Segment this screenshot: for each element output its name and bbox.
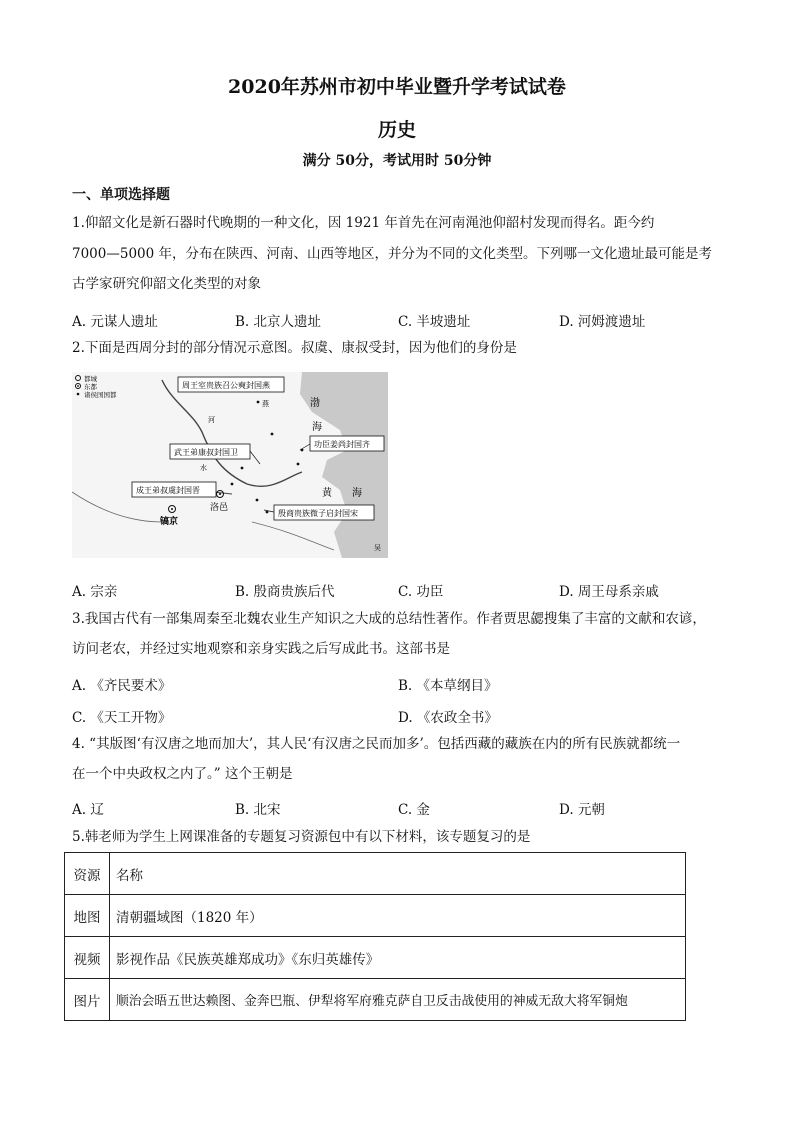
q3-option-c[interactable]: C. 《天工开物》: [72, 710, 172, 726]
western-zhou-map: [72, 372, 388, 558]
label-wei: 武王弟康叔封国卫: [174, 448, 238, 457]
q3-line2: 访问老农，并经过实地观察和亲身实践之后写成此书。这部书是: [72, 641, 450, 657]
label-song: 殷商贵族微子启封国宋: [278, 509, 358, 518]
exam-info: 满分 50分，考试用时 50分钟: [302, 153, 492, 169]
q1-option-a[interactable]: A. 元谋人遗址: [72, 314, 158, 330]
q1-line1: 1.仰韶文化是新石器时代晚期的一种文化，因 1921 年首先在河南渑池仰韶村发现而得名。距今约: [72, 215, 655, 231]
table-cell: 影视作品《民族英雄郑成功》《东归英雄传》: [110, 937, 686, 979]
q2-option-c[interactable]: C. 功臣: [398, 584, 444, 600]
sea-label-hai1: 海: [312, 422, 322, 433]
q1-line3: 古学家研究仰韶文化类型的对象: [72, 276, 261, 292]
label-jin: 成王弟叔虞封国晋: [136, 486, 200, 495]
table-cell: 顺治会晤五世达赖图、金奔巴瓶、伊犁将军府雅克萨自卫反击战使用的神威无敌大将军铜炮: [110, 979, 686, 1021]
resource-table: [64, 852, 686, 1021]
legend-capital: 都城: [84, 375, 97, 383]
q2-option-a[interactable]: A. 宗亲: [72, 584, 118, 600]
q5-line1: 5.韩老师为学生上网课准备的专题复习资源包中有以下材料，该专题复习的是: [72, 829, 531, 845]
q4-line1: 4. “其版图‘有汉唐之地而加大’，其人民‘有汉唐之民而加多’。包括西藏的藏族在内的所有民族就都统一: [72, 736, 681, 752]
legend-east-capital: 东都: [84, 383, 97, 391]
q1-line2: 7000—5000 年，分布在陕西、河南、山西等地区，并分为不同的文化类型。下列哪一文化遗址最可能是考: [72, 246, 713, 262]
table-row: [65, 853, 686, 895]
table-cell: 名称: [110, 853, 686, 895]
section-heading: 一、单项选择题: [72, 187, 170, 203]
state-label-wu: 吴: [374, 544, 381, 552]
q4-option-b[interactable]: B. 北宋: [235, 802, 281, 818]
table-cell: 地图: [65, 895, 110, 937]
q4-line2: 在一个中央政权之内了。” 这个王朝是: [72, 766, 293, 782]
label-yan: 周王室贵族召公奭封国燕: [182, 381, 270, 390]
q2-option-b[interactable]: B. 殷商贵族后代: [235, 584, 335, 600]
river-label-shui: 水: [200, 464, 207, 472]
q3-option-a[interactable]: A. 《齐民要术》: [72, 678, 172, 694]
table-row: [65, 895, 686, 937]
table-cell: 清朝疆域图（1820 年）: [110, 895, 686, 937]
table-cell: 视频: [65, 937, 110, 979]
sea-label-hai2: 海: [352, 488, 362, 499]
q1-option-b[interactable]: B. 北京人遗址: [235, 314, 322, 330]
exam-title: 2020年苏州市初中毕业暨升学考试试卷: [228, 76, 566, 98]
q2-line1: 2.下面是西周分封的部分情况示意图。叔虞、康叔受封，因为他们的身份是: [72, 340, 517, 356]
city-haojing: 镐京: [160, 517, 179, 527]
q3-option-b[interactable]: B. 《本草纲目》: [398, 678, 498, 694]
sea-label-huang: 黄: [322, 488, 332, 499]
q3-option-d[interactable]: D. 《农政全书》: [398, 710, 498, 726]
q4-option-a[interactable]: A. 辽: [72, 802, 104, 818]
table-cell: 资源: [65, 853, 110, 895]
table-row: [65, 937, 686, 979]
subject-title: 历史: [377, 119, 416, 141]
state-label-yan: 燕: [262, 400, 269, 408]
q4-option-c[interactable]: C. 金: [398, 802, 430, 818]
q3-line1: 3.我国古代有一部集周秦至北魏农业生产知识之大成的总结性著作。作者贾思勰搜集了丰富的文献和农谚，: [72, 611, 706, 627]
river-label-he: 河: [208, 416, 215, 424]
label-qi: 功臣姜尚封国齐: [314, 440, 370, 449]
sea-label-bo: 渤: [310, 398, 320, 409]
q1-option-d[interactable]: D. 河姆渡遗址: [559, 314, 646, 330]
q2-option-d[interactable]: D. 周王母系亲戚: [559, 584, 659, 600]
q1-option-c[interactable]: C. 半坡遗址: [398, 314, 471, 330]
table-cell: 图片: [65, 979, 110, 1021]
legend-vassal-capital: 诸侯国国都: [84, 391, 117, 399]
city-luoyi: 洛邑: [210, 503, 229, 513]
table-row: [65, 979, 686, 1021]
q4-option-d[interactable]: D. 元朝: [559, 802, 605, 818]
